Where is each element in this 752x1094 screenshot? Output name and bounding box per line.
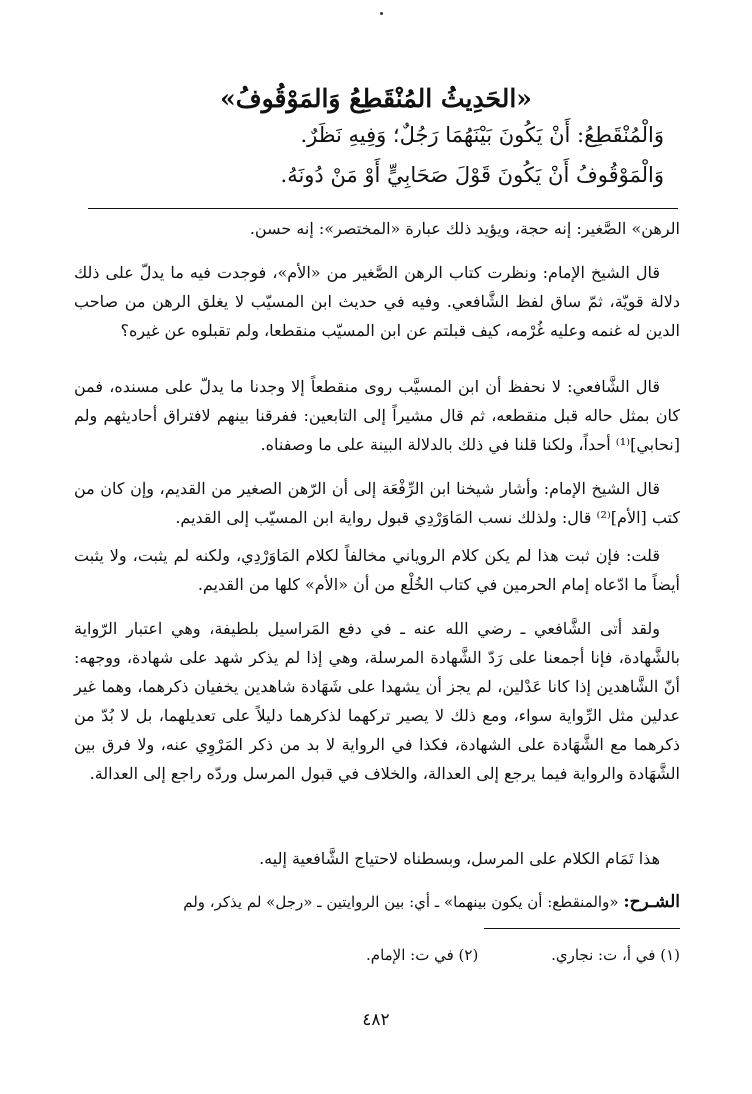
footnote-separator-rule [484, 928, 680, 929]
commentary-line [74, 888, 680, 916]
matn-line-2: وَالْمَوْقُوفُ أَنْ يَكُونَ قَوْلَ صَحَابِيٍّ أَوْ مَنْ دُونَهُ. [280, 163, 664, 187]
matn-line-1: وَالْمُنْقَطِعُ: أَنْ يَكُونَ بَيْنَهُمَا رَجُلٌ؛ وَفِيهِ نَظَرٌ. [300, 123, 664, 147]
paragraph-continuation: الرهن» الصَّغير: إنه حجة، ويؤيد ذلك عبارة «المختصر»: إنه حسن. [249, 219, 680, 238]
paragraph: قال الشيخ الإمام: ونظرت كتاب الرهن الصَّغير من «الأم»، فوجدت فيه ما يدلّ على ذلك دلالة قويّة، ثمّ ساق لفظ الشَّافعي. وفيه في حديث ابن المسيّب لا يغلق الرهن من صاحب الدين له غنمه وعليه غُرْمه، كيف قبلتم عن ابن المسيّب منقطعا، ولم تقبلوه عن غيره؟ [74, 263, 680, 340]
commentary-text: «والمنقطع: أن يكون بينهما» ـ أي: بين الروايتين ـ «رجل» لم يذكر، ولم [183, 893, 619, 911]
page-number: ٤٨٢ [362, 1010, 390, 1030]
footnote-1: (١) في أ، ت: نجاري. [551, 946, 680, 964]
footnote-2: (٢) في ت: الإمام. [366, 946, 479, 964]
top-dot-mark [380, 12, 383, 15]
paragraph: هذا تَمَام الكلام على المرسل، وبسطناه لاحتياج الشَّافعية إليه. [259, 849, 660, 868]
paragraph: قال الشَّافعي: لا نحفظ أن ابن المسيَّب روى منقطعاً إلا وجدنا ما يدلّ على مسنده، فمن كان بمثل حاله قبل منقطعه، ثم قال مشيراً إلى التابعين: ففرقنا بينهم لافتراق أحاديثهم ولم [نحابي]⁽¹⁾ أحداً، ولكنا قلنا في ذلك بالدلالة البينة على ما وصفناه. [74, 377, 680, 454]
paragraph: ولقد أتى الشَّافعي ـ رضي الله عنه ـ في دفع المَراسيل بلطيفة، وهي اعتبار الرّواية بالشَّهادة، فإنا أجمعنا على رَدّ الشَّهادة المرسلة، وهي إذا لم يذكر شهد على شهادة، ووجهه: أنّ الشَّاهدين إذا كانا عَدْلين، لم يجز أن يشهدا على شَهَادة شاهدين يخفيان ذكرهما، وهما غير عدلين مثل الرِّواية سواء، ومع ذلك لا يصير تركهما لذكرهما دليلاً على تعديلهما، بل لا بُدّ من ذكرهما مع الشَّهَادة على الشهادة، فكذا في الرواية لا بد من ذكر المَرْوِي عنه، ولا فرق بين الشَّهَادة والرواية فيما يرجع إلى العدالة، والخلاف في قبول المرسل وردّه راجع إلى العدالة. [74, 619, 680, 783]
matn-separator-rule [88, 208, 678, 209]
paragraph: قلت: فإن ثبت هذا لم يكن كلام الروياني مخالفاً لكلام المَاوَرْدِي، ولكنه لم يثبت، ولا يثبت أيضاً ما ادّعاه إمام الحرمين في كتاب الخُلْع من أن «الأم» كلها من القديم. [74, 546, 680, 594]
footnotes [74, 944, 680, 966]
section-heading: «الحَدِيثُ المُنْقَطِعُ وَالمَوْقُوفُ» [220, 84, 532, 113]
paragraph: قال الشيخ الإمام: وأشار شيخنا ابن الرِّفْعَة إلى أن الرّهن الصغير من القديم، وإن كان من كتب [الأم]⁽²⁾ قال: ولذلك نسب المَاوَرْدِي قبول رواية ابن المسيّب إلى القديم. [74, 479, 680, 527]
commentary-label: الشـرح: [623, 892, 680, 912]
